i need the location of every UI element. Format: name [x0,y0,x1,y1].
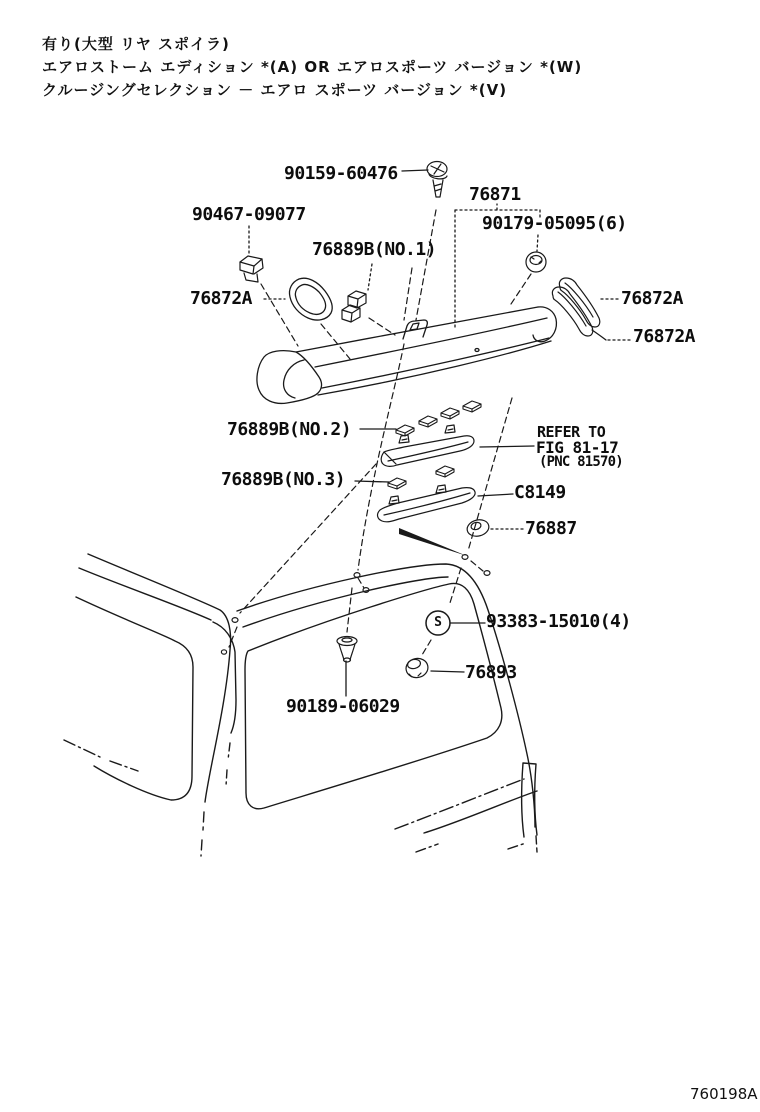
screw-icon [427,162,447,198]
label-refer-line3: (PNC 81570) [539,454,623,470]
label-clip-left: 90467-09077 [192,204,306,225]
cushion-no1-icon [342,291,366,322]
label-screw-top: 90159-60476 [284,163,398,184]
label-cushion-no2: 76889B(NO.2) [227,419,352,440]
clip-90189-icon [337,637,357,663]
label-grommet-lower: 76893 [465,662,517,683]
strip-icons-right [552,278,599,336]
label-spoiler: 76871 [469,184,521,205]
figure-code: 760198A [690,1085,758,1103]
label-cover: C8149 [514,482,566,503]
header-line-3: クルージングセレクション － エアロ スポーツ バージョン *(V) [42,81,508,99]
label-refer-line1: REFER TO [537,423,606,441]
spoiler-hole-dot [475,349,479,352]
label-refer-line2: FIG 81-17 [536,438,619,457]
cushion-pad-no3 [388,478,406,489]
lamp-cover-c8149 [378,485,476,522]
label-pad-right-lower: 76872A [633,326,696,347]
nut-icon [526,252,546,272]
label-pad-left: 76872A [190,288,253,309]
label-grommet-upper: 76887 [525,518,577,539]
header-line-1: 有り(大型 リヤ スポイラ) [42,35,230,53]
spoiler-tab [403,320,427,339]
high-mount-lamp [381,425,474,466]
pad-ring-icon-left [289,278,332,320]
label-pad-right-upper: 76872A [621,288,684,309]
label-cushion-no3: 76889B(NO.3) [221,469,346,490]
label-cushion-no1: 76889B(NO.1) [312,239,437,260]
grommet-76893-icon [404,656,429,679]
spoiler-wing [257,307,556,404]
pointer-wedge [399,528,467,556]
s-symbol: S [434,615,442,630]
header-line-2: エアロストーム エディション *(A) OR エアロスポーツ バージョン *(W) [42,58,583,76]
label-clip-lower: 90189-06029 [286,696,400,717]
label-screw-s: 93383-15010(4) [486,611,631,632]
cushion-pads-no2 [388,401,481,489]
clip-icon-90467 [240,256,263,282]
label-nut: 90179-05095(6) [482,213,627,234]
grommet-76887-icon [465,518,490,539]
